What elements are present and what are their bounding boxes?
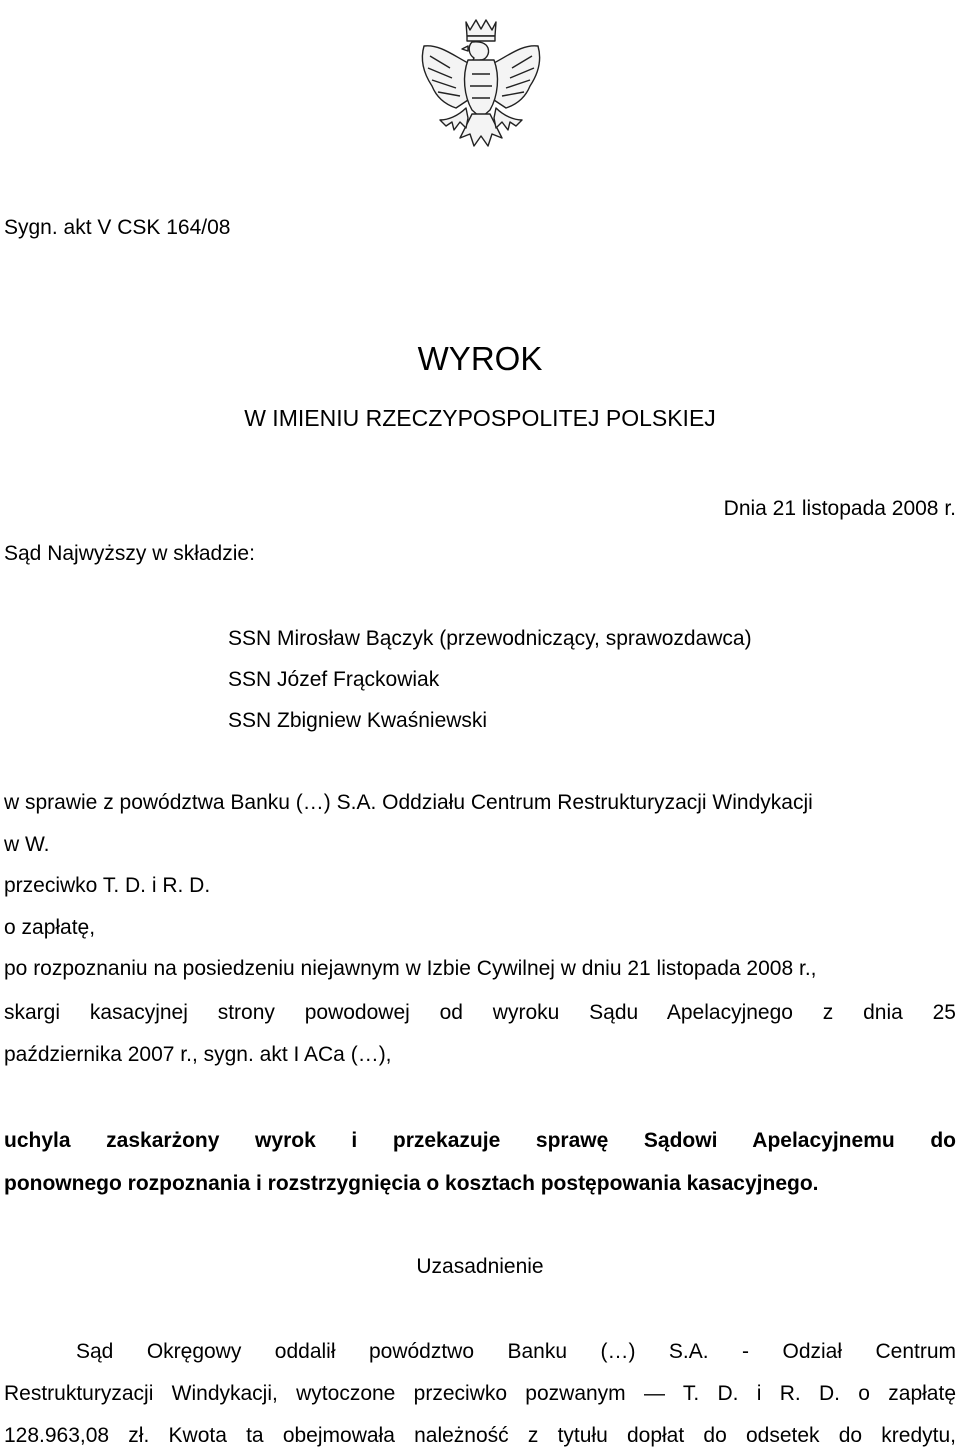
case-line: o zapłatę, [4, 916, 96, 939]
judge-line: SSN Zbigniew Kwaśniewski [228, 709, 488, 732]
case-line: w sprawie z powództwa Banku (…) S.A. Oddziału Centrum Restrukturyzacji Windykacji [4, 791, 813, 814]
court-composition-label: Sąd Najwyższy w składzie: [4, 542, 255, 565]
document-subtitle: W IMIENIU RZECZYPOSPOLITEJ POLSKIEJ [244, 405, 716, 431]
justification-heading: Uzasadnienie [416, 1255, 544, 1278]
eagle-emblem-icon [410, 16, 552, 156]
document-title: WYROK [417, 340, 543, 377]
case-signature: Sygn. akt V CSK 164/08 [4, 216, 231, 239]
case-line: w W. [4, 833, 50, 856]
judge-line: SSN Mirosław Bączyk (przewodniczący, sprawozdawca) [228, 627, 752, 650]
ruling-line: uchyla zaskarżony wyrok i przekazuje sprawę Sądowi Apelacyjnemu do [4, 1129, 956, 1152]
justification-line: Restrukturyzacji Windykacji, wytoczone przeciwko pozwanym — T. D. i R. D. o zapłatę [4, 1382, 956, 1405]
judgment-date: Dnia 21 listopada 2008 r. [723, 497, 956, 520]
judge-line: SSN Józef Frąckowiak [228, 668, 440, 691]
justification-line: 128.963,08 zł. Kwota ta obejmowała należność z tytułu dopłat do odsetek do kredytu, [4, 1424, 956, 1447]
justification-line: Sąd Okręgowy oddalił powództwo Banku (…) S.A. - Odział Centrum [76, 1340, 956, 1363]
case-line: po rozpoznaniu na posiedzeniu niejawnym w Izbie Cywilnej w dniu 21 listopada 2008 r., [4, 957, 817, 980]
case-line: października 2007 r., sygn. akt I ACa (…), [4, 1043, 392, 1066]
case-line: przeciwko T. D. i R. D. [4, 874, 211, 897]
case-line: skargi kasacyjnej strony powodowej od wyroku Sądu Apelacyjnego z dnia 25 [4, 1001, 956, 1024]
ruling-line: ponownego rozpoznania i rozstrzygnięcia o kosztach postępowania kasacyjnego. [4, 1172, 819, 1195]
